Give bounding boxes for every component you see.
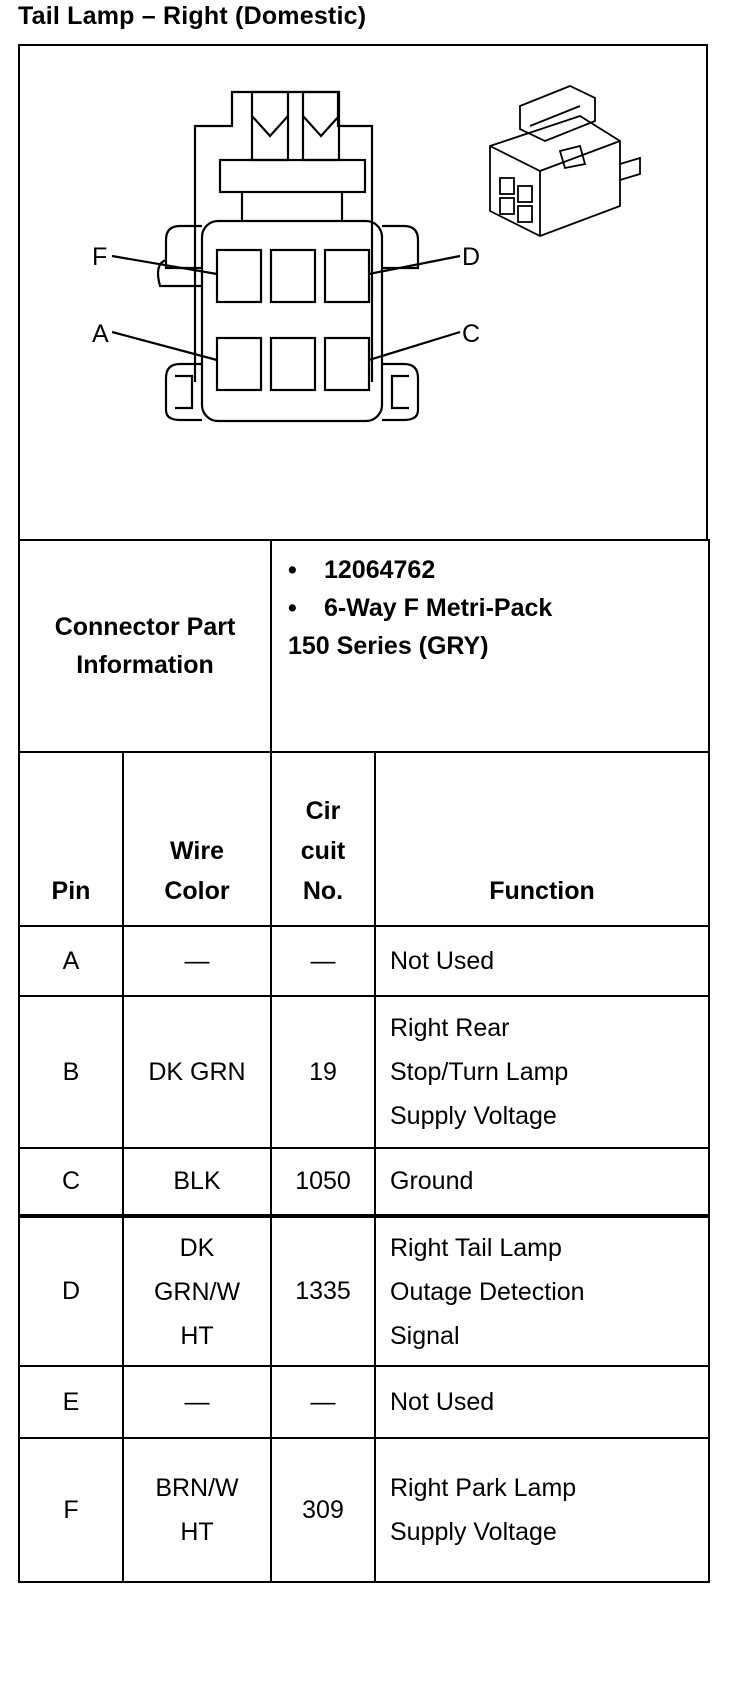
cavity-f bbox=[217, 250, 261, 302]
cavity-a bbox=[217, 338, 261, 390]
header-pin: Pin bbox=[19, 752, 123, 926]
table-row: A — — Not Used bbox=[19, 926, 709, 996]
connector-info-row bbox=[19, 540, 709, 752]
header-function: Function bbox=[375, 752, 709, 926]
table-row: B DK GRN 19 Right Rear Stop/Turn Lamp Supply Voltage bbox=[19, 996, 709, 1148]
pin-label-f: F bbox=[92, 243, 108, 271]
cavity-b bbox=[271, 338, 315, 390]
page-title: Tail Lamp – Right (Domestic) bbox=[18, 2, 367, 30]
table-header-row bbox=[19, 752, 709, 926]
pin-label-d: D bbox=[462, 243, 481, 271]
part-number: • 12064762 bbox=[288, 556, 436, 584]
cavity-c bbox=[325, 338, 369, 390]
connector-face-drawing bbox=[20, 46, 710, 543]
table-row: C BLK 1050 Ground bbox=[19, 1148, 709, 1216]
connector-sheet bbox=[18, 44, 708, 1684]
header-wire-color: Wire Color bbox=[123, 752, 271, 926]
cavity-e bbox=[271, 250, 315, 302]
table-row: E — — Not Used bbox=[19, 1366, 709, 1438]
header-circuit-no: Cir cuit No. bbox=[271, 752, 375, 926]
connector-diagram bbox=[18, 44, 708, 541]
table-row: F BRN/W HT 309 Right Park Lamp Supply Voltage bbox=[19, 1438, 709, 1582]
cavity-d bbox=[325, 250, 369, 302]
pinout-table bbox=[18, 539, 710, 1583]
pin-label-a: A bbox=[92, 320, 109, 348]
connector-info-label: Connector Part Information bbox=[19, 540, 271, 752]
table-row: D DK GRN/W HT 1335 Right Tail Lamp Outage Detection Signal bbox=[19, 1216, 709, 1366]
connector-description: • 6-Way F Metri-Pack bbox=[288, 594, 553, 622]
connector-info-value: • 12064762 • 6-Way F Metri-Pack 150 Series (GRY) bbox=[271, 540, 709, 752]
pin-label-c: C bbox=[462, 320, 481, 348]
connector-3d-icon bbox=[490, 86, 640, 236]
